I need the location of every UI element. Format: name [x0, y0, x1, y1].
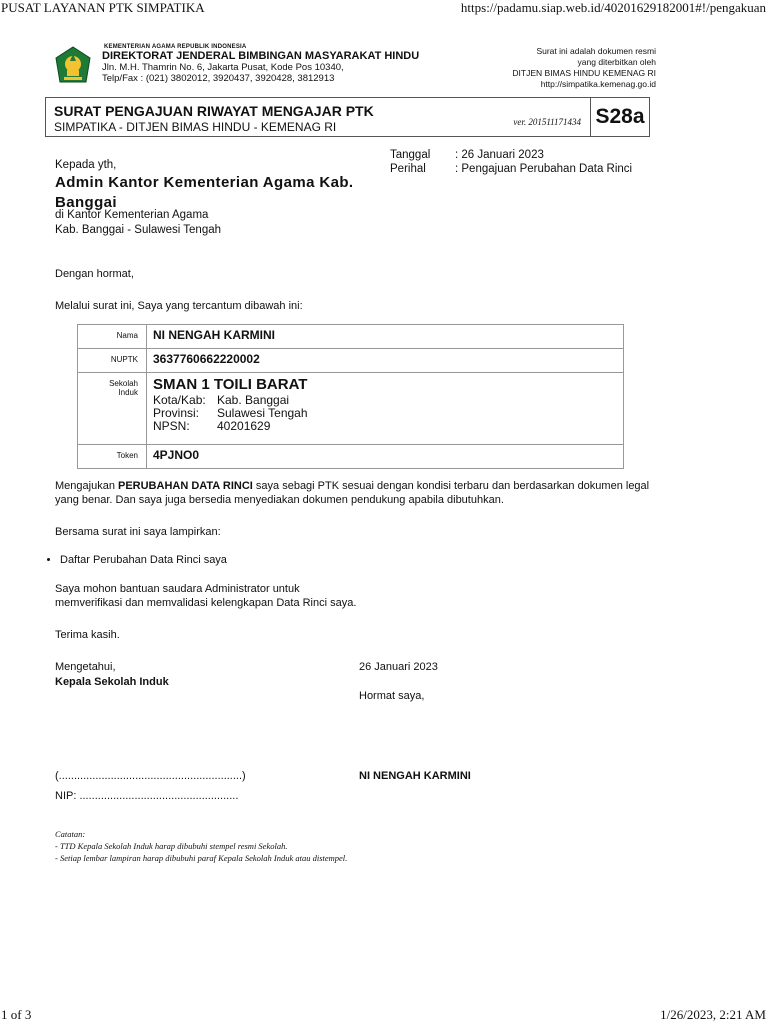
provinsi-label: Provinsi: [153, 406, 200, 420]
request-highlight: PERUBAHAN DATA RINCI [118, 480, 253, 492]
sekolah-label-line1: Sekolah [109, 379, 138, 388]
identity-row-nuptk [78, 349, 624, 373]
kota-value: Kab. Banggai [217, 393, 290, 407]
identity-table [77, 324, 624, 469]
attachment-item: • Daftar Perubahan Data Rinci saya [60, 554, 227, 566]
sekolah-label-line2: Induk [118, 388, 138, 397]
kota-label: Kota/Kab: [153, 393, 206, 407]
version-label: ver. 201511171434 [513, 117, 581, 127]
title-box [45, 97, 650, 137]
letterhead-phone: Telp/Fax : (021) 3802012, 3920437, 3920428, 3812913 [102, 73, 335, 84]
perihal-value: : Pengajuan Perubahan Data Rinci [455, 163, 633, 175]
token-value: 4PJNO0 [147, 445, 624, 469]
nuptk-value: 3637760662220002 [147, 349, 624, 373]
sign-left-nip: NIP: .................................................... [55, 790, 239, 802]
sign-right-name: NI NENGAH KARMINI [359, 770, 471, 782]
salutation: Dengan hormat, [55, 268, 134, 280]
tanggal-value: : 26 Januari 2023 [455, 149, 544, 161]
intro-text: Melalui surat ini, Saya yang tercantum dibawah ini: [55, 300, 303, 312]
notes-line-2: - Setiap lembar lampiran harap dibubuhi paraf Kepala Sekolah Induk atau distempel. [55, 853, 348, 863]
notes-block [55, 828, 347, 864]
recipient-greeting: Kepada yth, [55, 159, 117, 171]
npsn-value: 40201629 [217, 419, 271, 433]
sekolah-label [78, 373, 147, 445]
sign-left-name-line: (............................................................) [55, 770, 246, 782]
letterhead-right [512, 46, 656, 90]
request-paragraph [55, 479, 655, 507]
print-header-url: https://padamu.siap.web.id/40201629182001#!/pengakuan [460, 0, 766, 15]
identity-row-nama [78, 325, 624, 349]
issuer-url: http://simpatika.kemenag.go.id [540, 79, 656, 89]
identity-row-sekolah [78, 373, 624, 445]
ministry-name: KEMENTERIAN AGAMA REPUBLIK INDONESIA [104, 44, 247, 50]
sign-left-heading: Mengetahui, [55, 661, 116, 673]
closing-thanks: Terima kasih. [55, 629, 120, 641]
recipient-line-2: Kab. Banggai - Sulawesi Tengah [55, 224, 222, 236]
sign-right-heading: Hormat saya, [359, 690, 425, 702]
directorate-name: DIREKTORAT JENDERAL BIMBINGAN MASYARAKAT HINDU [102, 50, 420, 62]
letterhead-address: Jln. M.H. Thamrin No. 6, Jakarta Pusat, Kode Pos 10340, [102, 62, 344, 73]
request-prefix: Mengajukan [55, 480, 118, 492]
recipient-line-1: di Kantor Kementerian Agama [55, 209, 209, 221]
notes-line-1: - TTD Kepala Sekolah Induk harap dibubuhi stempel resmi Sekolah. [55, 841, 288, 851]
provinsi-value: Sulawesi Tengah [217, 406, 308, 420]
request-line-1: Saya mohon bantuan saudara Administrator untuk [55, 583, 300, 595]
form-code: S28a [590, 98, 649, 136]
attachments-intro: Bersama surat ini saya lampirkan: [55, 526, 221, 538]
perihal-label: Perihal [390, 163, 426, 175]
print-header-title: PUSAT LAYANAN PTK SIMPATIKA [1, 0, 205, 15]
recipient-name: Admin Kantor Kementerian Agama Kab. Banggai [55, 174, 354, 211]
request-suffix: saya sebagi PTK sesuai dengan kondisi terbaru dan berdasarkan dokumen legal yang benar. Dan saya juga bersedia menyediakan dokumen pendukung apabila dibutuhkan. [55, 480, 650, 506]
tanggal-label: Tanggal [390, 149, 431, 161]
npsn-label: NPSN: [153, 419, 190, 433]
notes-heading: Catatan: [55, 829, 86, 839]
nama-value: NI NENGAH KARMINI [147, 325, 624, 349]
request-line-2: memverifikasi dan memvalidasi kelengkapan Data Rinci saya. [55, 597, 357, 609]
nama-label: Nama [78, 325, 147, 349]
letter-subtitle: SIMPATIKA - DITJEN BIMAS HINDU - KEMENAG RI [54, 120, 337, 134]
sign-left-role: Kepala Sekolah Induk [55, 676, 169, 688]
nuptk-label: NUPTK [78, 349, 147, 373]
token-label: Token [78, 445, 147, 469]
attachments-list [46, 554, 227, 566]
sign-right-date: 26 Januari 2023 [359, 661, 438, 673]
sekolah-name: SMAN 1 TOILI BARAT [153, 376, 308, 393]
issued-by-note: yang diterbitkan oleh [577, 57, 656, 67]
letterhead-left [60, 44, 440, 84]
letter-title: SURAT PENGAJUAN RIWAYAT MENGAJAR PTK [54, 103, 374, 119]
print-footer-page: 1 of 3 [1, 1007, 32, 1022]
sekolah-details [147, 373, 624, 445]
issuer-name: DITJEN BIMAS HINDU KEMENAG RI [512, 68, 656, 78]
print-footer-timestamp: 1/26/2023, 2:21 AM [660, 1007, 766, 1022]
identity-row-token [78, 445, 624, 469]
official-doc-note: Surat ini adalah dokumen resmi [536, 46, 656, 56]
